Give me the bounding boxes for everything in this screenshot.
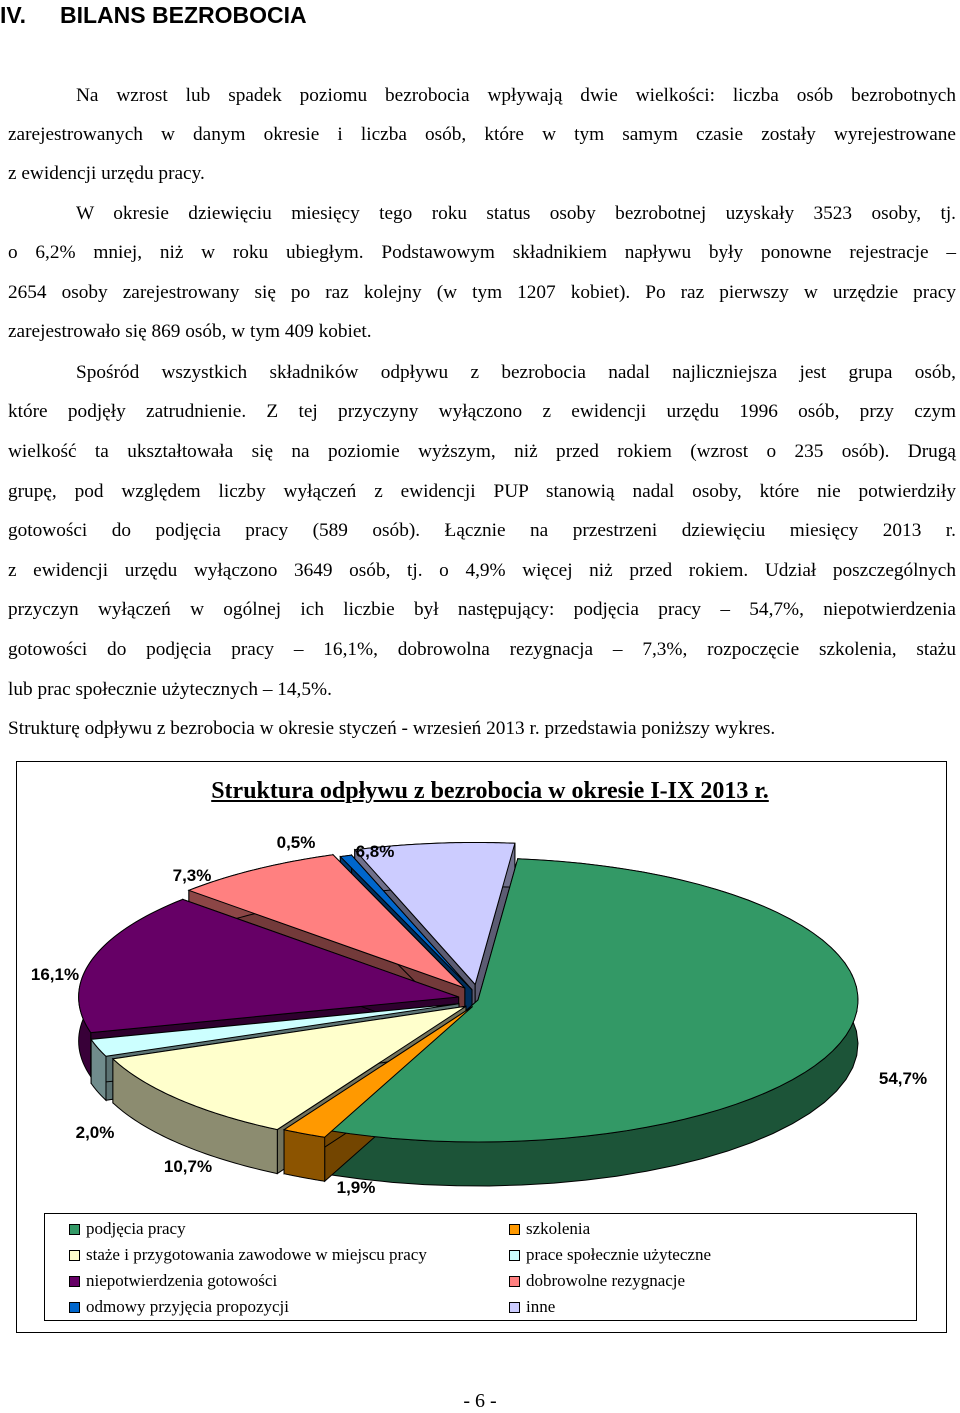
legend-label: staże i przygotowania zawodowe w miejscu pracy — [86, 1245, 427, 1264]
data-label: 1,9% — [336, 1178, 376, 1197]
legend-label: niepotwierdzenia gotowości — [86, 1271, 278, 1290]
legend-item — [69, 1297, 289, 1317]
data-label: 16,1% — [30, 965, 80, 984]
legend-label: szkolenia — [526, 1219, 591, 1238]
legend-label: odmowy przyjęcia propozycji — [86, 1297, 289, 1316]
legend-swatch — [69, 1250, 80, 1261]
paragraph-line: wielkość ta ukształtowała się na poziomie wyższym, niż przed rokiem (wzrost o 235 osób). Drugą — [8, 441, 956, 462]
data-label: 0,5% — [276, 833, 316, 852]
section-title: BILANS BEZROBOCIA — [60, 2, 307, 28]
legend-swatch — [509, 1250, 520, 1261]
paragraph-line: W okresie dziewięciu miesięcy tego roku status osoby bezrobotnej uzyskały 3523 osoby, tj. — [76, 203, 956, 224]
paragraph-line: grupę, pod względem liczby wyłączeń z ewidencji PUP stanowią nadal osoby, które nie potwierdziły — [8, 481, 956, 502]
paragraph-line: 2654 osoby zarejestrowany się po raz kolejny (w tym 1207 kobiet). Po raz pierwszy w urzędzie pracy — [8, 282, 956, 303]
legend-swatch — [69, 1276, 80, 1287]
data-label: 7,3% — [172, 866, 212, 885]
paragraph-line: przyczyn wyłączeń w ogólnej ich liczbie był następujący: podjęcia pracy – 54,7%, niepotwierdzenia — [8, 599, 956, 620]
data-label: 6,8% — [355, 842, 395, 861]
legend-swatch — [509, 1302, 520, 1313]
page-number: - 6 - — [463, 1390, 497, 1412]
data-label: 10,7% — [163, 1157, 213, 1176]
chart-legend — [44, 1213, 917, 1321]
section-number: IV. — [0, 2, 27, 28]
legend-item — [69, 1271, 277, 1291]
paragraph-line: lub prac społecznie użytecznych – 14,5%. — [8, 679, 332, 700]
legend-label: podjęcia pracy — [86, 1219, 186, 1238]
legend-item — [69, 1219, 186, 1239]
legend-label: inne — [526, 1297, 556, 1316]
data-label: 2,0% — [75, 1123, 115, 1142]
legend-swatch — [69, 1224, 80, 1235]
paragraph-line: Spośród wszystkich składników odpływu z bezrobocia nadal najliczniejsza jest grupa osób, — [76, 362, 956, 383]
legend-item — [69, 1245, 427, 1265]
pie-slice-side — [284, 1130, 325, 1182]
paragraph-line: gotowości do podjęcia pracy (589 osób). Łącznie na przestrzeni dziewięciu miesięcy 2013 r. — [8, 520, 956, 541]
legend-label: dobrowolne rezygnacje — [526, 1271, 686, 1290]
legend-item — [509, 1245, 711, 1265]
paragraph-line: zarejestrowało się 869 osób, w tym 409 kobiet. — [8, 321, 372, 342]
legend-item — [509, 1219, 590, 1239]
legend-item — [509, 1297, 555, 1317]
legend-swatch — [509, 1224, 520, 1235]
paragraph-line: o 6,2% mniej, niż w roku ubiegłym. Podstawowym składnikiem napływu były ponowne rejestracje – — [8, 242, 956, 263]
chart-title: Struktura odpływu z bezrobocia w okresie I-IX 2013 r. — [211, 778, 769, 804]
legend-swatch — [509, 1276, 520, 1287]
paragraph-line: Na wzrost lub spadek poziomu bezrobocia wpływają dwie wielkości: liczba osób bezrobotnych — [76, 85, 956, 106]
legend-item — [509, 1271, 685, 1291]
paragraph-line: z ewidencji urzędu pracy. — [8, 163, 205, 184]
paragraph-line: zarejestrowanych w danym okresie i liczba osób, które w tym samym czasie zostały wyrejestrowane — [8, 124, 956, 145]
paragraph-line: Strukturę odpływu z bezrobocia w okresie styczeń - wrzesień 2013 r. przedstawia poniższy wykres. — [8, 718, 776, 739]
paragraph-line: które podjęły zatrudnienie. Z tej przyczyny wyłączono z ewidencji urzędu 1996 osób, przy czym — [8, 401, 956, 422]
legend-label: prace społecznie użyteczne — [526, 1245, 711, 1264]
paragraph-line: gotowości do podjęcia pracy – 16,1%, dobrowolna rezygnacja – 7,3%, rozpoczęcie szkolenia, stażu — [8, 639, 956, 660]
data-label: 54,7% — [878, 1069, 928, 1088]
legend-swatch — [69, 1302, 80, 1313]
paragraph-line: z ewidencji urzędu wyłączono 3649 osób, tj. o 4,9% więcej niż przed rokiem. Udział poszczególnych — [8, 560, 956, 581]
